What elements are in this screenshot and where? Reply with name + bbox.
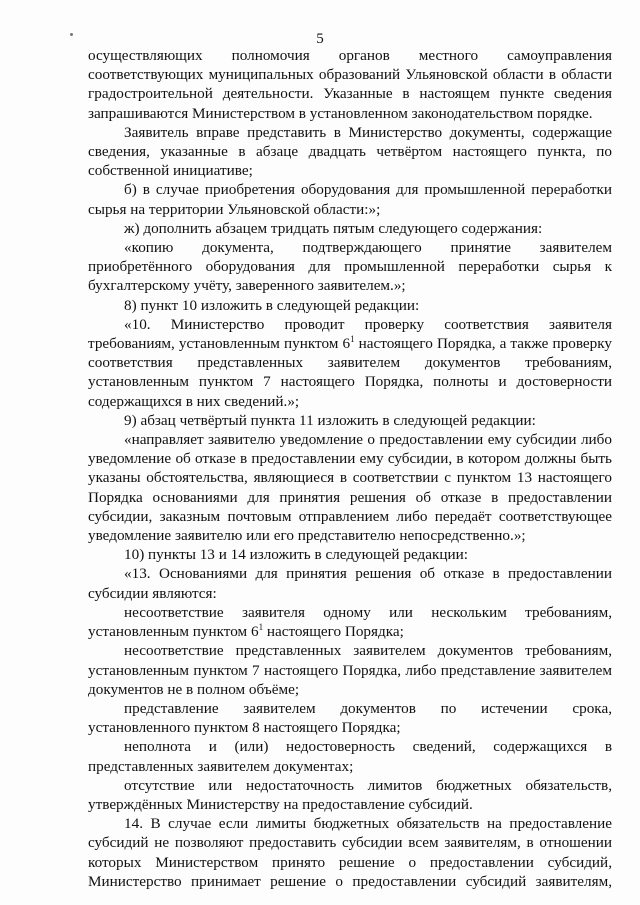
paragraph-document-copy: «копию документа, подтверждающего принятие заявителем приобретённого оборудования для промышленной переработки сырья к бухгалтерскому учёту, заверенного заявителем.»; [88,239,612,295]
ground-1-text-a: несоответствие заявителя одному или нескольким требованиям, установленным пунктом 6 [88,603,612,641]
paragraph-item-b: б) в случае приобретения оборудования для промышленной переработки сырья на территории Ульяновской области:»; [88,181,612,218]
ground-1-text-b: настоящего Порядка; [263,623,404,641]
document-body [88,46,612,891]
paragraph-item-10: 10) пункты 13 и 14 изложить в следующей редакции: [124,546,468,564]
paragraph-clause-13: «13. Основаниями для принятия решения об отказе в предоставлении субсидии являются: [88,565,612,602]
paragraph-ground-5: отсутствие или недостаточность лимитов бюджетных обязательств, утверждённых Министерству на предоставление субсидий. [88,776,612,813]
paragraph-notification: «направляет заявителю уведомление о предоставлении ему субсидии либо уведомление об отказе в предоставлении ему субсидии, в котором должны быть указаны обстоятельства, являющиеся в соответствии с пунктом 13 настоящего Порядка основаниями для принятия решения об отказе в предоставлении субсидии, заказным почтовым отправлением либо передаёт соответствующее уведомление заявителю или его представителю непосредственно.»; [88,431,612,545]
paragraph-ground-4: неполнота и (или) недостоверность сведений, содержащихся в представленных заявителем документах; [88,738,612,775]
paragraph-item-9: 9) абзац четвёртый пункта 11 изложить в следующей редакции: [124,411,536,429]
paragraph-ground-2: несоответствие представленных заявителем документов требованиям, установленным пунктом 7 настоящего Порядка, либо представление заявителем документов не в полном объёме; [88,642,612,698]
paragraph-continuation: осуществляющих полномочия органов местного самоуправления соответствующих муниципальных образований Ульяновской области в области градостроительной деятельности. Указанные в настоящем пункте сведения запрашиваются Министерством в установленном законодательством порядке. [88,47,612,122]
paragraph-item-8: 8) пункт 10 изложить в следующей редакции: [124,296,420,314]
paragraph-ground-1 [88,603,612,641]
page-number: 5 [316,31,324,47]
paragraph-item-zh: ж) дополнить абзацем тридцать пятым следующего содержания: [124,219,543,237]
clause-10-text-a: «10. Министерство проводит проверку соответствия заявителя требованиям, установленным пунктом 6 [88,315,612,353]
superscript: 1 [350,334,355,345]
superscript: 1 [258,622,264,633]
paragraph-applicant-right: Заявитель вправе представить в Министерство документы, содержащие сведения, указанные в абзаце двадцать четвёртом настоящего пункта, по собственной инициативе; [88,123,612,180]
paragraph-clause-14: 14. В случае если лимиты бюджетных обязательств на предоставление субсидий не позволяют предоставить субсидии всем заявителям, в отношении которых Министерством принято решение о предоставлении субсидий, Министерство принимает решение о предоставлении субсидий заявителям, [88,815,612,890]
paragraph-ground-3: представление заявителем документов по истечении срока, установленного пунктом 8 настоящего Порядка; [88,699,612,737]
paragraph-clause-10 [88,315,612,411]
clause-10-text-b: настоящего Порядка, а также проверку соответствия представленных заявителем документов требованиям, установленным пунктом 7 настоящего Порядка, полноты и достоверности содержащихся в них сведений.»; [88,335,612,410]
